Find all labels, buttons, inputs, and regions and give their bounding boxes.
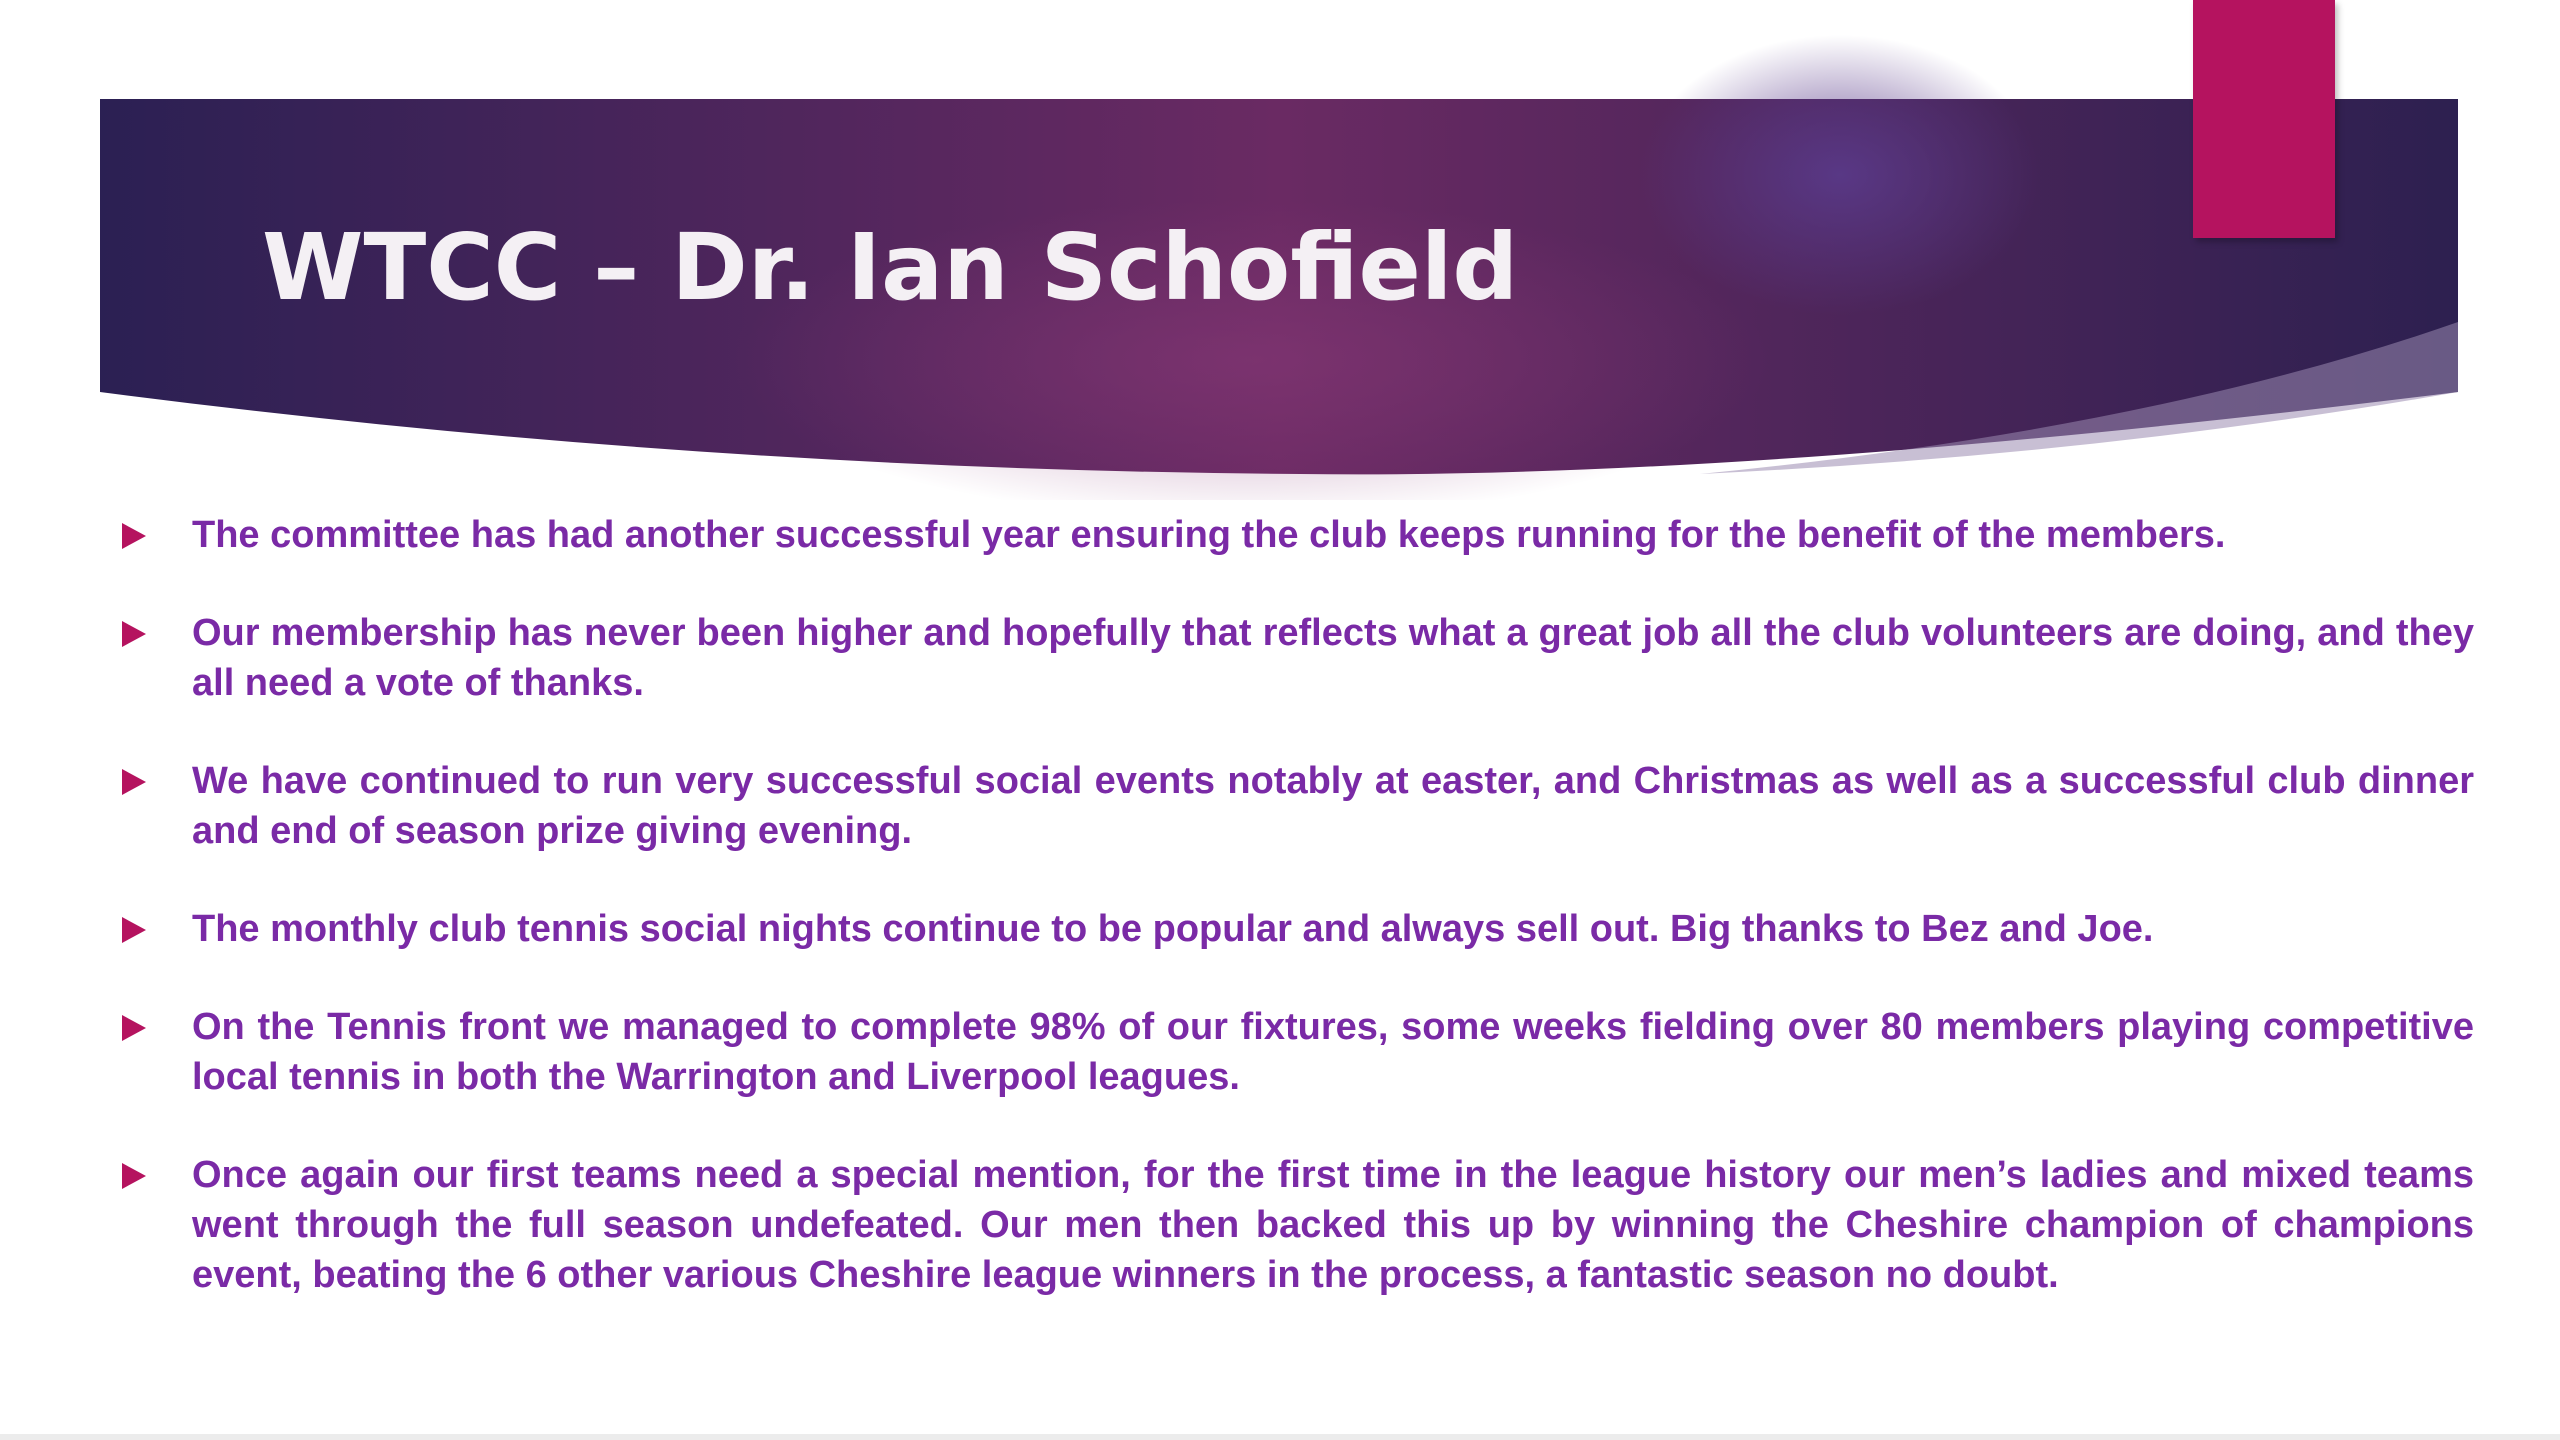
bullet-text: We have continued to run very successful social events notably at easter, and Christmas as well as a successful club dinner and end of season prize giving evening. bbox=[192, 760, 2474, 852]
triangle-bullet-icon bbox=[122, 917, 146, 943]
bullet-text: On the Tennis front we managed to complete 98% of our fixtures, some weeks fielding over 80 members playing competitive local tennis in both the Warrington and Liverpool leagues. bbox=[192, 1006, 2474, 1098]
bullet-item bbox=[122, 904, 2474, 954]
bullet-item bbox=[122, 510, 2474, 560]
accent-tab bbox=[2193, 0, 2335, 238]
triangle-bullet-icon bbox=[122, 621, 146, 647]
triangle-bullet-icon bbox=[122, 769, 146, 795]
bullet-item bbox=[122, 1002, 2474, 1102]
bullet-item bbox=[122, 1150, 2474, 1300]
bullet-list bbox=[122, 510, 2474, 1348]
triangle-bullet-icon bbox=[122, 523, 146, 549]
triangle-bullet-icon bbox=[122, 1015, 146, 1041]
bullet-text: The committee has had another successful year ensuring the club keeps running for the benefit of the members. bbox=[192, 514, 2226, 556]
bullet-item bbox=[122, 756, 2474, 856]
triangle-bullet-icon bbox=[122, 1163, 146, 1189]
bullet-item bbox=[122, 608, 2474, 708]
bottom-divider bbox=[0, 1434, 2560, 1440]
bullet-text: The monthly club tennis social nights continue to be popular and always sell out. Big thanks to Bez and Joe. bbox=[192, 908, 2154, 950]
slide-title: WTCC – Dr. Ian Schofield bbox=[262, 214, 1519, 321]
banner-glow bbox=[1640, 35, 2040, 315]
bullet-text: Once again our first teams need a special mention, for the first time in the league history our men’s ladies and mixed teams went through the full season undefeated. Our men then backed this up by winning the Cheshire champion of champions event, beating the 6 other various Cheshire league winners in the process, a fantastic season no doubt. bbox=[192, 1154, 2474, 1296]
bullet-text: Our membership has never been higher and hopefully that reflects what a great job all the club volunteers are doing, and they all need a vote of thanks. bbox=[192, 612, 2474, 704]
